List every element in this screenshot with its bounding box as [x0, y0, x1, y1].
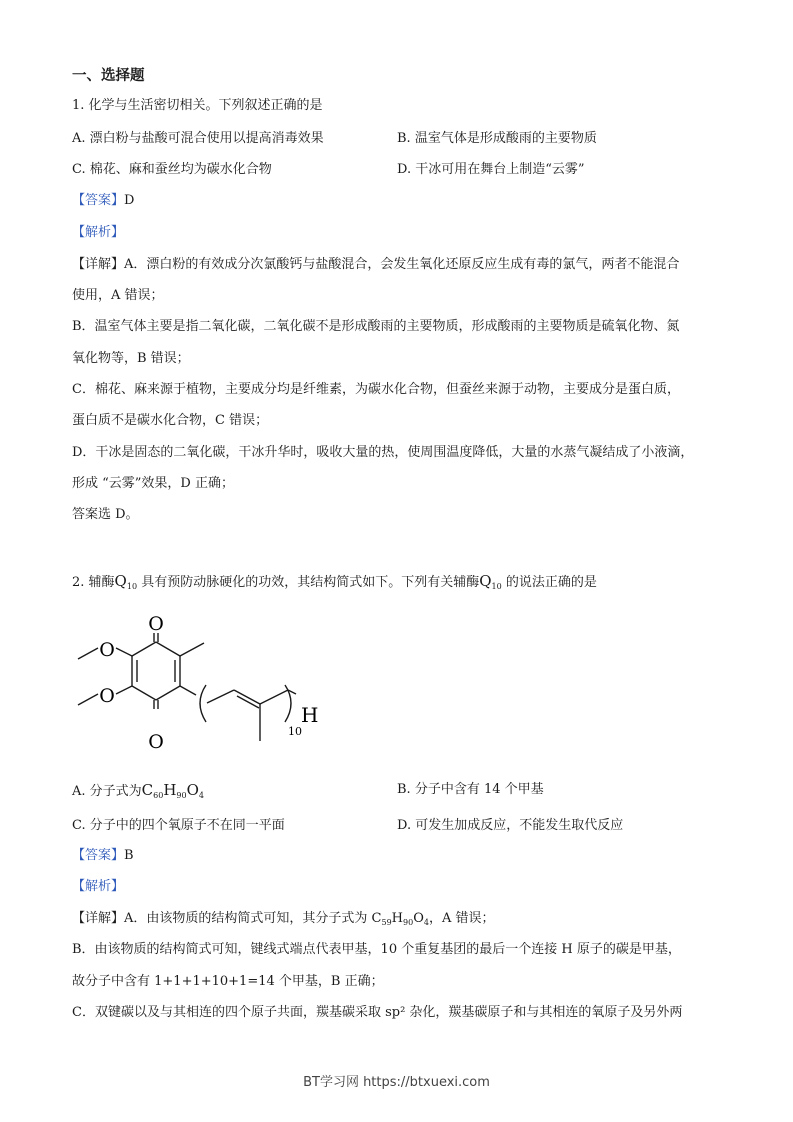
formula-h: H	[391, 911, 404, 926]
stem-part-1: 2. 辅酶	[72, 575, 115, 590]
formula-o: O	[186, 781, 199, 799]
q2-stem	[72, 572, 597, 596]
oxygen-top-label: O	[148, 613, 164, 635]
formula-o: O	[413, 911, 424, 926]
detail-tag: 【详解】	[72, 911, 125, 926]
answer-value: D	[124, 193, 135, 208]
q1-option-b: B. 温室气体是形成酸雨的主要物质	[397, 131, 597, 146]
hydrogen-label: H	[301, 703, 319, 727]
formula-h-count: 90	[403, 918, 414, 927]
q1-detail-line-7: D．干冰是固态的二氧化碳，干冰升华时，吸收大量的热，使周围温度降低，大量的水蒸气凝结成了小液滴，	[72, 445, 694, 460]
footer-site-link[interactable]: BT学习网 https://btxuexi.com	[303, 1075, 490, 1090]
q2-option-b: B. 分子中含有 14 个甲基	[397, 782, 544, 797]
answer-value: B	[124, 848, 134, 863]
q2-option-d: D. 可发生加成反应，不能发生取代反应	[397, 818, 624, 833]
q2-detail-line-1	[72, 910, 495, 932]
analysis-tag: 【解析】	[72, 225, 125, 240]
formula-h: H	[163, 781, 177, 799]
repeat-count-label: 10	[288, 725, 302, 738]
q1-detail-line-1	[72, 256, 679, 274]
q1-detail-line-6: 蛋白质不是碳水化合物，C 错误；	[72, 413, 269, 428]
q2-detail-line-3: 故分子中含有 1+1+1+10+1=14 个甲基，B 正确；	[72, 974, 384, 989]
formula-o-count: 4	[423, 918, 429, 927]
methoxy-oxygen-2-label: O	[99, 685, 115, 707]
q1-option-a: A. 漂白粉与盐酸可混合使用以提高消毒效果	[72, 131, 324, 146]
section-title: 一、选择题	[72, 68, 145, 84]
stem-part-2: 具有预防动脉硬化的功效，其结构简式如下。下列有关辅酶	[141, 575, 480, 590]
methoxy-oxygen-1-label: O	[99, 639, 115, 661]
q1-option-d: D. 干冰可用在舞台上制造“云雾”	[397, 162, 585, 177]
q1-detail-line-3: B．温室气体主要是指二氧化碳，二氧化碳不是形成酸雨的主要物质，形成酸雨的主要物质是硫氧化物、氮	[72, 319, 680, 334]
formula-c-count: 60	[153, 791, 164, 800]
coenzyme-q10-structure	[74, 608, 334, 756]
q2-detail-line-4: C．双键碳以及与其相连的四个原子共面，羰基碳采取 sp² 杂化，羰基碳原子和与其相连的氧原子及另外两	[72, 1005, 683, 1020]
q1-detail-line-4: 氧化物等，B 错误；	[72, 351, 190, 366]
detail-text: A．漂白粉的有效成分次氯酸钙与盐酸混合，会发生氧化还原反应生成有毒的氯气，两者不能混合	[124, 257, 680, 272]
q1-stem: 1. 化学与生活密切相关。下列叙述正确的是	[72, 98, 323, 113]
oxygen-bottom-label: O	[148, 731, 164, 753]
formula-h-count: 90	[176, 791, 187, 800]
answer-tag: 【答案】	[72, 193, 125, 208]
q1-answer	[72, 192, 134, 210]
answer-tag: 【答案】	[72, 848, 125, 863]
q1-detail-line-8: 形成 “云雾”效果，D 正确；	[72, 476, 234, 491]
formula-c-count: 59	[381, 918, 392, 927]
q-sub: 10	[491, 582, 502, 591]
q1-detail-line-2: 使用，A 错误；	[72, 288, 164, 303]
stem-part-3: 的说法正确的是	[505, 575, 597, 590]
q1-detail-line-9: 答案选 D。	[72, 507, 139, 522]
q-sub: 10	[126, 582, 138, 591]
q2-answer	[72, 847, 134, 865]
detail-text: A．由该物质的结构简式可知，其分子式为 C	[124, 911, 382, 926]
formula-o-count: 4	[198, 791, 205, 800]
q2-detail-line-2: B．由该物质的结构简式可知，键线式端点代表甲基，10 个重复基团的最后一个连接 H 原子的碳是甲基，	[72, 942, 681, 957]
detail-text-end: ，A 错误；	[428, 911, 495, 926]
formula-c: C	[141, 781, 154, 799]
detail-tag: 【详解】	[72, 257, 125, 272]
q-letter: Q	[479, 572, 492, 590]
q1-option-c: C. 棉花、麻和蚕丝均为碳水化合物	[72, 162, 272, 177]
q2-option-a	[72, 781, 204, 805]
option-a-prefix: A. 分子式为	[72, 784, 142, 799]
q2-option-c: C. 分子中的四个氧原子不在同一平面	[72, 818, 285, 833]
q-letter: Q	[114, 572, 127, 590]
analysis-tag: 【解析】	[72, 879, 125, 894]
q1-detail-line-5: C．棉花、麻来源于植物，主要成分均是纤维素，为碳水化合物，但蚕丝来源于动物，主要成分是蛋白质，	[72, 382, 680, 397]
